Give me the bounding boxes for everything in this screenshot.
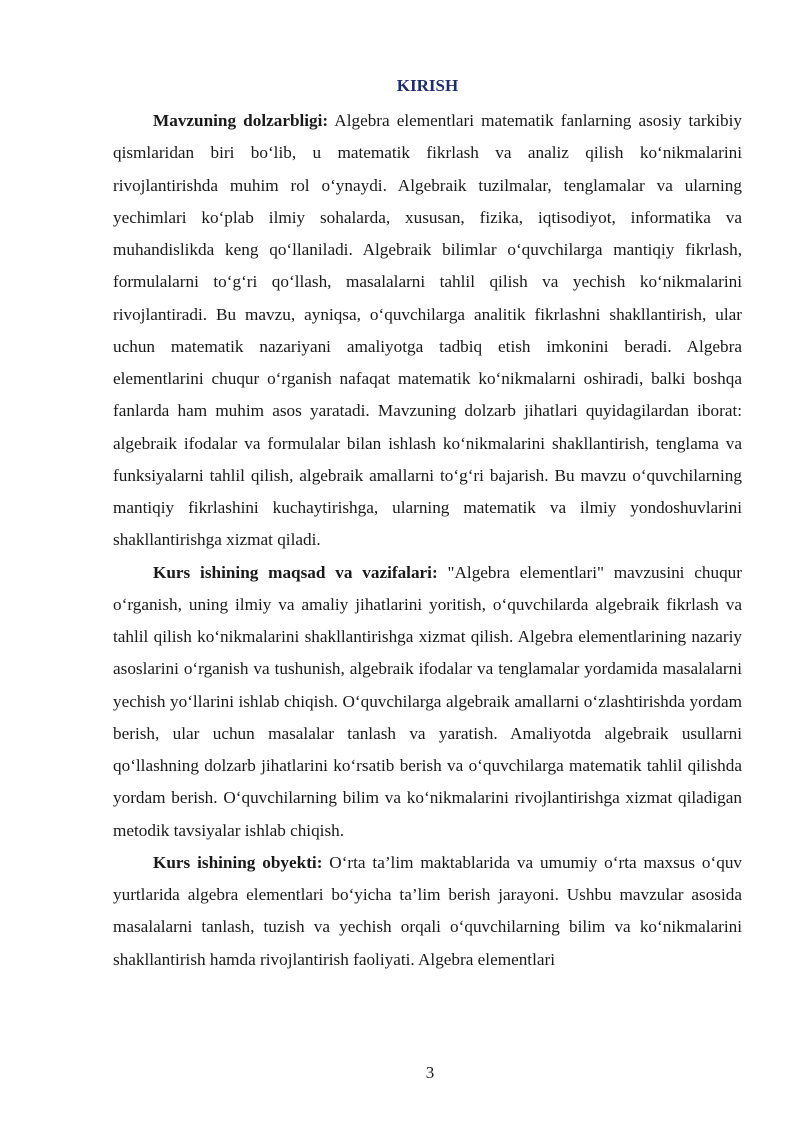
- section-heading: KIRISH: [396, 76, 459, 95]
- paragraph-text: O‘rta ta’lim maktablarida va umumiy o‘rta maxsus o‘quv yurtlarida algebra elementlari bo‘yicha ta’lim berish jarayoni. Ushbu mavzular asosida masalalarni tanlash, tuzish va yechish orqali o‘quvchilarning bilim va ko‘nikmalarini shakllantirish hamda rivojlantirish faoliyati. Algebra elementlari: [113, 852, 743, 969]
- paragraph-object: [113, 847, 742, 976]
- paragraph-goals: [113, 557, 742, 847]
- paragraph-lead: Kurs ishining maqsad va vazifalari:: [153, 562, 438, 582]
- document-page: [113, 70, 742, 976]
- paragraph-lead: Kurs ishining obyekti:: [153, 852, 323, 872]
- page-number: 3: [425, 1063, 435, 1082]
- paragraph-text: Algebra elementlari matematik fanlarning asosiy tarkibiy qismlaridan biri bo‘lib, u matematik fikrlash va analiz qilish ko‘nikmalarini rivojlantirishda muhim rol o‘ynaydi. Algebraik tuzilmalar, tenglamalar va ularning yechimlari ko‘plab ilmiy sohalarda, xususan, fizika, iqtisodiyot, informatika va muhandislikda keng qo‘llaniladi. Algebraik bilimlar o‘quvchilarga mantiqiy fikrlash, formulalarni to‘g‘ri qo‘llash, masalalarni tahlil qilish va yechish ko‘nikmalarini rivojlantiradi. Bu mavzu, ayniqsa, o‘quvchilarga analitik fikrlashni shakllantirish, ular uchun matematik nazariyani amaliyotga tadbiq etish imkonini beradi. Algebra elementlarini chuqur o‘rganish nafaqat matematik ko‘nikmalarni oshiradi, balki boshqa fanlarda ham muhim asos yaratadi. Mavzuning dolzarb jihatlari quyidagilardan iborat: algebraik ifodalar va formulalar bilan ishlash ko‘nikmalarini shakllantirish, tenglama va funksiyalarni tahlil qilish, algebraik amallarni to‘g‘ri bajarish. Bu mavzu o‘quvchilarning mantiqiy fikrlashini kuchaytirishga, ularning matematik va ilmiy yondoshuvlarini shakllantirishga xizmat qiladi.: [113, 111, 742, 550]
- paragraph-text: "Algebra elementlari" mavzusini chuqur o‘rganish, uning ilmiy va amaliy jihatlarini yoritish, o‘quvchilarda algebraik fikrlash va tahlil qilish ko‘nikmalarini shakllantirishga xizmat qilish. Algebra elementlarining nazariy asoslarini o‘rganish va tushunish, algebraik ifodalar va tenglamalar yordamida masalalarni yechish yo‘llarini ishlab chiqish. O‘quvchilarga algebraik amallarni o‘zlashtirishda yordam berish, ular uchun masalalar tanlash va yaratish. Amaliyotda algebraik usullarni qo‘llashning dolzarb jihatlarini ko‘rsatib berish va o‘quvchilarga matematik tahlil qilishda yordam berish. O‘quvchilarning bilim va ko‘nikmalarini rivojlantirishga xizmat qiladigan metodik tavsiyalar ishlab chiqish.: [113, 562, 742, 840]
- paragraph-lead: Mavzuning dolzarbligi:: [153, 111, 329, 130]
- paragraph-relevance: [113, 105, 742, 557]
